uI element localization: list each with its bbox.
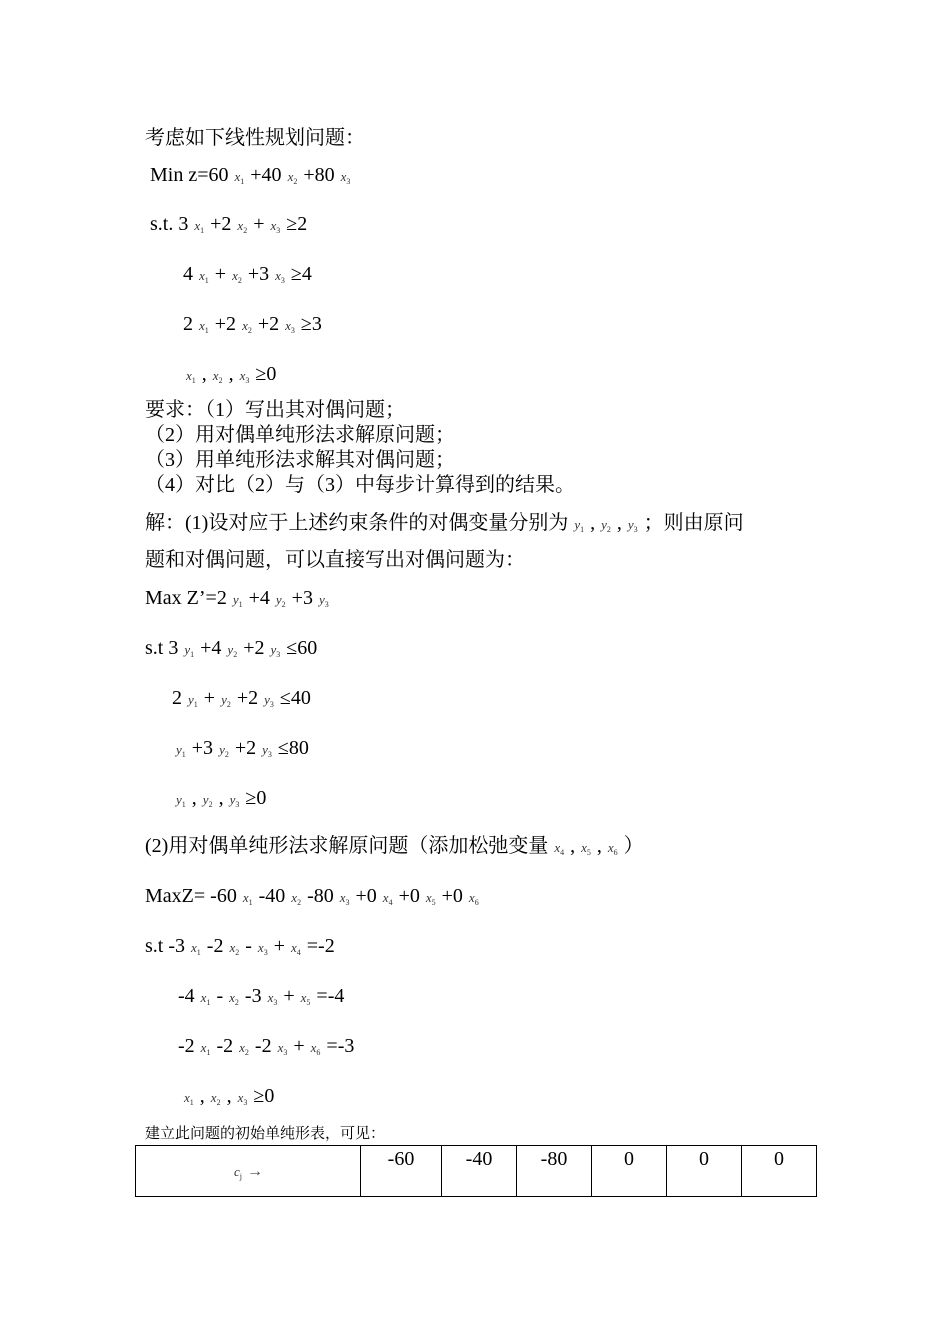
requirement-3: （3）用单纯形法求解其对偶问题； xyxy=(145,449,455,471)
solution-line-1: 解：(1)设对应于上述约束条件的对偶变量分别为 $y_1$ , $y_2$ , $y_3$ ；则由原问 xyxy=(145,512,744,534)
part-2-heading: (2)用对偶单纯形法求解原问题（添加松弛变量 $x_4$ , $x_5$ , $x_6$ ） xyxy=(145,835,644,857)
cj-header-cell: $c_j$ → xyxy=(136,1146,361,1197)
primal-constraint-2: 4 $x_1 + x_2 +3$ $x_3 \ge 4$ xyxy=(183,263,312,285)
cost-cell: 0 xyxy=(592,1146,667,1197)
table-intro: 建立此问题的初始单纯形表，可见： xyxy=(145,1126,386,1142)
standard-constraint-2: -4 $x_1 - x_2$ -3 $x_3 + x_5 =-4$ xyxy=(178,985,345,1007)
cost-cell: -40 xyxy=(442,1146,517,1197)
table-row xyxy=(136,1146,817,1197)
standard-constraint-1: s.t -3 $x_1$ -2 $x_2 - x_3 + x_4 =-2$ xyxy=(145,935,335,957)
primal-objective: Min z=60 $x_1 +40$ $x_2 +80$ $x_3$ xyxy=(150,164,351,186)
dual-constraint-1: s.t 3 $y_1 +4$ $y_2 +2$ $y_3 \le 60$ xyxy=(145,637,318,659)
dual-nonnegativity: $y_1$ , $y_2$ , $y_3 \ge 0$ xyxy=(176,787,267,809)
cost-cell: -80 xyxy=(517,1146,592,1197)
cost-cell: 0 xyxy=(742,1146,817,1197)
dual-objective: Max Z’=2 $y_1 +4$ $y_2 +3$ $y_3$ xyxy=(145,587,329,609)
requirement-2: （2）用对偶单纯形法求解原问题； xyxy=(145,424,455,446)
standard-nonnegativity: $x_1$ , $x_2$ , $x_3 \ge 0$ xyxy=(184,1085,275,1107)
requirement-1: 要求：（1）写出其对偶问题； xyxy=(145,399,405,421)
dual-constraint-2: 2 $y_1 + y_2 +2$ $y_3 \le 40$ xyxy=(172,687,311,709)
standard-form-objective: MaxZ= -60 $x_1$ -40 $x_2$ -80 $x_3 +0$ $x_4 +0$ $x_5 +0$ $x_6$ xyxy=(145,885,479,907)
cost-cell: 0 xyxy=(667,1146,742,1197)
solution-line-2: 题和对偶问题，可以直接写出对偶问题为： xyxy=(145,549,525,571)
intro-text: 考虑如下线性规划问题： xyxy=(145,127,365,149)
dual-constraint-3: $y_1 +3$ $y_2 +2$ $y_3 \le 80$ xyxy=(176,737,309,759)
primal-constraint-1: s.t. 3 $x_1 +2$ $x_2 + x_3 \ge 2$ xyxy=(150,213,308,235)
requirement-4: （4）对比（2）与（3）中每步计算得到的结果。 xyxy=(145,474,575,496)
primal-nonnegativity: $x_1$ , $x_2$ , $x_3 \ge 0$ xyxy=(186,363,277,385)
simplex-table xyxy=(135,1145,817,1197)
primal-constraint-3: 2 $x_1 +2$ $x_2 +2$ $x_3 \ge 3$ xyxy=(183,313,322,335)
cost-cell: -60 xyxy=(361,1146,442,1197)
standard-constraint-3: -2 $x_1$ -2 $x_2$ -2 $x_3 + x_6 =-3$ xyxy=(178,1035,355,1057)
